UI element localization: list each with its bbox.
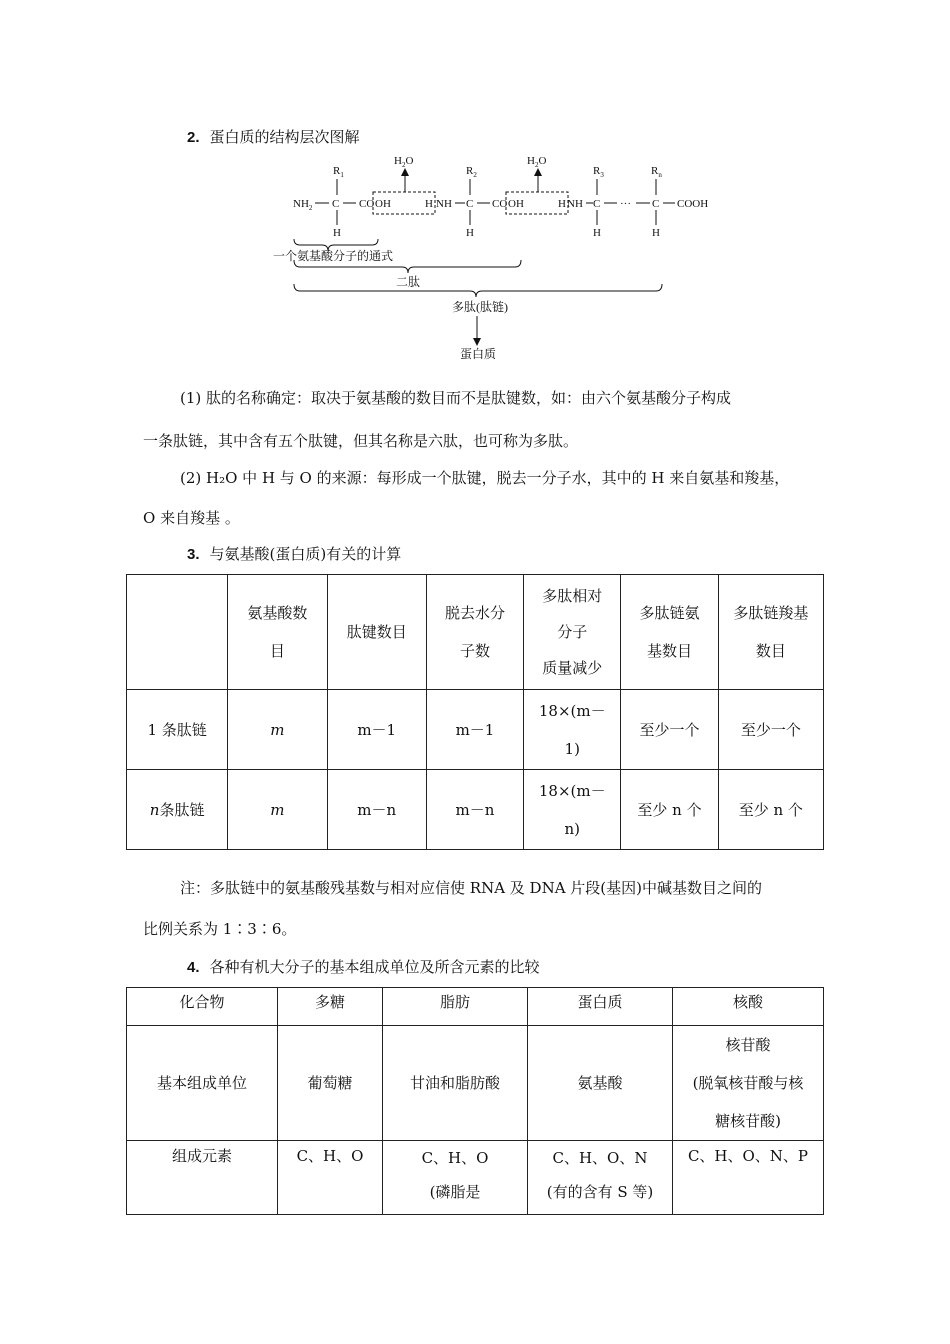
note-line-2: 比例关系为 1∶3∶6。 bbox=[143, 920, 297, 938]
header-protein: 蛋白质 bbox=[528, 988, 673, 1026]
cooh-label: COOH bbox=[677, 198, 709, 210]
section-2-title: 蛋白质的结构层次图解 bbox=[209, 128, 360, 146]
section-4-heading bbox=[187, 956, 540, 977]
elements-label: 组成元素 bbox=[127, 1141, 278, 1215]
section-4-title: 各种有机大分子的基本组成单位及所含元素的比较 bbox=[209, 958, 540, 976]
row-2-amino: 至少 n 个 bbox=[621, 770, 718, 850]
header-mass-decrease: 多肽相对 分子 质量减少 bbox=[524, 575, 621, 690]
r3-label: $R_3$ bbox=[593, 165, 604, 179]
row-2-water: m－n bbox=[426, 770, 523, 850]
header-polysaccharide: 多糖 bbox=[278, 988, 383, 1026]
table-row bbox=[127, 1141, 824, 1215]
nh2-group-label: NH bbox=[567, 198, 583, 210]
rn-label: $R_n$ bbox=[651, 165, 662, 179]
h2o-label-1: $H_2O$ bbox=[394, 155, 414, 169]
r1-label: $R_1$ bbox=[333, 165, 344, 179]
units-nucleic-acid: 核苷酸 (脱氧核苷酸与核 糖核苷酸) bbox=[673, 1026, 824, 1141]
section-3-title: 与氨基酸(蛋白质)有关的计算 bbox=[209, 545, 402, 563]
section-2-number: 2. bbox=[187, 129, 200, 146]
coo1-label: CO bbox=[359, 198, 375, 210]
generic-formula-label: 一个氨基酸分子的通式 bbox=[273, 249, 394, 263]
header-carboxyl-group-count: 多肽链羧基 数目 bbox=[718, 575, 823, 690]
row-1-water: m－1 bbox=[426, 690, 523, 770]
table-row bbox=[127, 770, 824, 850]
header-water-count: 脱去水分 子数 bbox=[426, 575, 523, 690]
macromolecule-comparison-table bbox=[126, 987, 824, 1215]
section-2-heading bbox=[187, 126, 360, 147]
dipeptide-label: 二肽 bbox=[396, 275, 421, 289]
table-header-row bbox=[127, 575, 824, 690]
h1-label: H bbox=[333, 227, 341, 239]
row-2-aa: m bbox=[228, 770, 327, 850]
row-2-bonds: m－n bbox=[327, 770, 426, 850]
row-1-bonds: m－1 bbox=[327, 690, 426, 770]
section-3-number: 3. bbox=[187, 546, 200, 563]
elements-protein: C、H、O、N (有的含有 S 等) bbox=[528, 1141, 673, 1215]
header-empty-cell bbox=[127, 575, 228, 690]
para-2-line-2: O 来自羧基 。 bbox=[143, 509, 240, 527]
r2-label: $R_2$ bbox=[466, 165, 477, 179]
h3-label: H bbox=[593, 227, 601, 239]
para-2-line-1: (2) H₂O 中 H 与 O 的来源：每形成一个肽键，脱去一分子水，其中的 H 来自氨基和羧基， bbox=[180, 469, 790, 487]
nh1-label: NH bbox=[436, 198, 452, 210]
oh2-label: OH bbox=[508, 198, 524, 210]
para-1-line-1: (1) 肽的名称确定：取决于氨基酸的数目而不是肽键数，如：由六个氨基酸分子构成 bbox=[180, 389, 732, 407]
row-1-aa: m bbox=[228, 690, 327, 770]
polypeptide-label: 多肽(肽链) bbox=[452, 300, 508, 314]
ellipsis-label: ··· bbox=[620, 198, 631, 210]
elements-fat: C、H、O (磷脂是 bbox=[383, 1141, 528, 1215]
row-1-label: 1 条肽链 bbox=[127, 690, 228, 770]
protein-structure-diagram bbox=[270, 150, 730, 365]
oh1-label: OH bbox=[375, 198, 391, 210]
units-protein: 氨基酸 bbox=[528, 1026, 673, 1141]
header-nucleic-acid: 核酸 bbox=[673, 988, 824, 1026]
units-polysaccharide: 葡萄糖 bbox=[278, 1026, 383, 1141]
coo2-label: CO bbox=[492, 198, 508, 210]
row-2-label: n条肽链 bbox=[127, 770, 228, 850]
para-1-line-2: 一条肽链，其中含有五个肽键，但其名称是六肽，也可称为多肽。 bbox=[143, 432, 579, 450]
section-3-heading bbox=[187, 543, 401, 564]
units-label: 基本组成单位 bbox=[127, 1026, 278, 1141]
h2-label: H bbox=[466, 227, 474, 239]
hn-label: H bbox=[652, 227, 660, 239]
header-amino-group-count: 多肽链氨 基数目 bbox=[621, 575, 718, 690]
hn2-label: H bbox=[558, 198, 566, 210]
c3-label: C bbox=[593, 198, 601, 210]
nh2-label: $NH_2$ bbox=[293, 198, 313, 212]
section-4-number: 4. bbox=[187, 959, 200, 976]
header-amino-count: 氨基酸数 目 bbox=[228, 575, 327, 690]
units-fat: 甘油和脂肪酸 bbox=[383, 1026, 528, 1141]
elements-nucleic-acid: C、H、O、N、P bbox=[673, 1141, 824, 1215]
hn1-label: H bbox=[425, 198, 433, 210]
row-2-mass: 18×(m－ n) bbox=[524, 770, 621, 850]
row-1-mass: 18×(m－ 1) bbox=[524, 690, 621, 770]
header-bond-count: 肽键数目 bbox=[327, 575, 426, 690]
polypeptide-brace bbox=[294, 284, 662, 297]
table-header-row bbox=[127, 988, 824, 1026]
amino-acid-calculation-table bbox=[126, 574, 824, 850]
c2-label: C bbox=[466, 198, 474, 210]
cn-label: C bbox=[652, 198, 660, 210]
protein-label: 蛋白质 bbox=[460, 347, 497, 361]
header-fat: 脂肪 bbox=[383, 988, 528, 1026]
row-2-carboxyl: 至少 n 个 bbox=[718, 770, 823, 850]
elements-polysaccharide: C、H、O bbox=[278, 1141, 383, 1215]
table-row bbox=[127, 1026, 824, 1141]
row-1-amino: 至少一个 bbox=[621, 690, 718, 770]
header-compound: 化合物 bbox=[127, 988, 278, 1026]
note-line-1: 注：多肽链中的氨基酸残基数与相对应信使 RNA 及 DNA 片段(基因)中碱基数目之间的 bbox=[180, 879, 763, 897]
row-1-carboxyl: 至少一个 bbox=[718, 690, 823, 770]
c1-label: C bbox=[332, 198, 340, 210]
h2o-label-2: $H_2O$ bbox=[527, 155, 547, 169]
down-arrow-icon bbox=[473, 338, 481, 346]
table-row bbox=[127, 690, 824, 770]
